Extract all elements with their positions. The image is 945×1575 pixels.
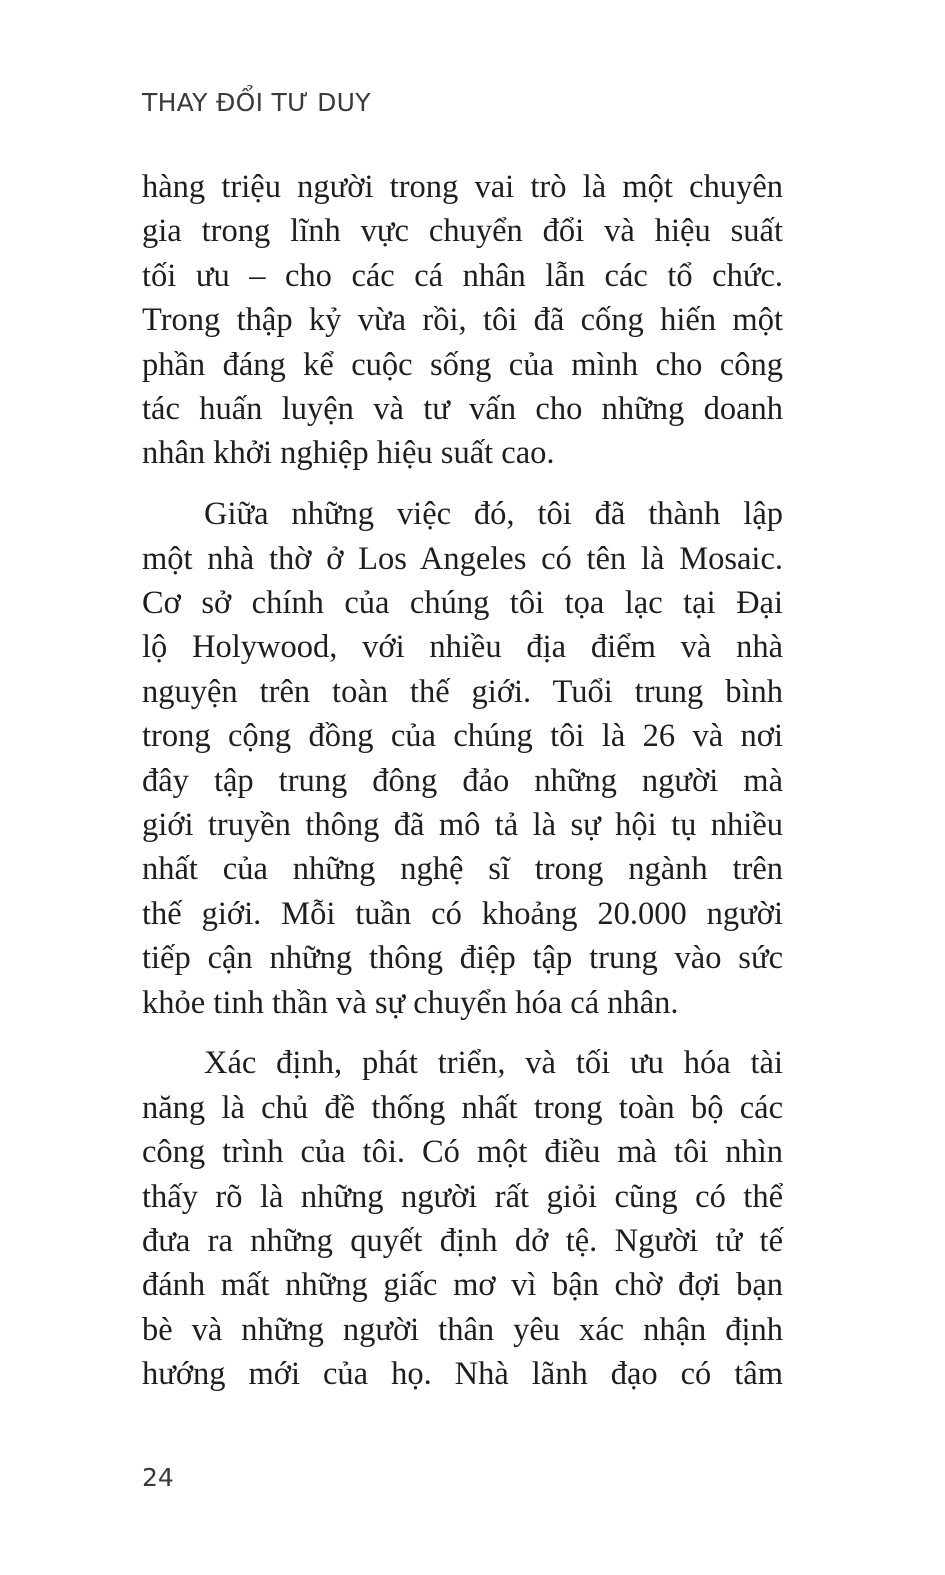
text-line: Trong thập kỷ vừa rồi, tôi đã cống hiến một xyxy=(142,302,783,339)
running-header: THAY ĐỔI TƯ DUY xyxy=(142,88,371,117)
text-line: gia trong lĩnh vực chuyển đổi và hiệu suất xyxy=(142,213,783,250)
text-line: giới truyền thông đã mô tả là sự hội tụ nhiều xyxy=(142,806,783,843)
text-line: nhân khởi nghiệp hiệu suất cao. xyxy=(142,435,555,472)
text-line: hướng mới của họ. Nhà lãnh đạo có tâm xyxy=(142,1356,783,1393)
text-line: tiếp cận những thông điệp tập trung vào sức xyxy=(142,940,783,977)
text-line: đưa ra những quyết định dở tệ. Người tử tế xyxy=(142,1222,783,1259)
text-line: Giữa những việc đó, tôi đã thành lập xyxy=(204,496,783,533)
page-number: 24 xyxy=(142,1463,174,1492)
text-line: khỏe tinh thần và sự chuyển hóa cá nhân. xyxy=(142,984,679,1021)
text-line: lộ Holywood, với nhiều địa điểm và nhà xyxy=(142,629,783,666)
paragraph xyxy=(142,492,783,1025)
text-line: tối ưu – cho các cá nhân lẫn các tổ chức. xyxy=(142,257,783,294)
text-line: phần đáng kể cuộc sống của mình cho công xyxy=(142,346,783,383)
text-line: thế giới. Mỗi tuần có khoảng 20.000 người xyxy=(142,895,783,932)
text-line: Xác định, phát triển, và tối ưu hóa tài xyxy=(204,1045,783,1082)
text-line: Cơ sở chính của chúng tôi tọa lạc tại Đại xyxy=(142,585,783,622)
text-line: năng là chủ đề thống nhất trong toàn bộ các xyxy=(142,1089,783,1126)
text-line: đánh mất những giấc mơ vì bận chờ đợi bạn xyxy=(142,1267,783,1304)
text-line: tác huấn luyện và tư vấn cho những doanh xyxy=(142,390,783,427)
paragraph xyxy=(142,165,783,476)
paragraph xyxy=(142,1041,783,1396)
text-line: bè và những người thân yêu xác nhận định xyxy=(142,1311,783,1348)
text-line: một nhà thờ ở Los Angeles có tên là Mosaic. xyxy=(142,540,783,577)
text-line: đây tập trung đông đảo những người mà xyxy=(142,762,783,799)
text-line: thấy rõ là những người rất giỏi cũng có thể xyxy=(142,1178,783,1215)
page-body-text xyxy=(142,165,783,1413)
text-line: công trình của tôi. Có một điều mà tôi nhìn xyxy=(142,1134,783,1171)
text-line: trong cộng đồng của chúng tôi là 26 và nơi xyxy=(142,718,783,755)
text-line: nhất của những nghệ sĩ trong ngành trên xyxy=(142,851,783,888)
text-line: nguyện trên toàn thế giới. Tuổi trung bình xyxy=(142,673,783,710)
text-line: hàng triệu người trong vai trò là một chuyên xyxy=(142,169,783,205)
